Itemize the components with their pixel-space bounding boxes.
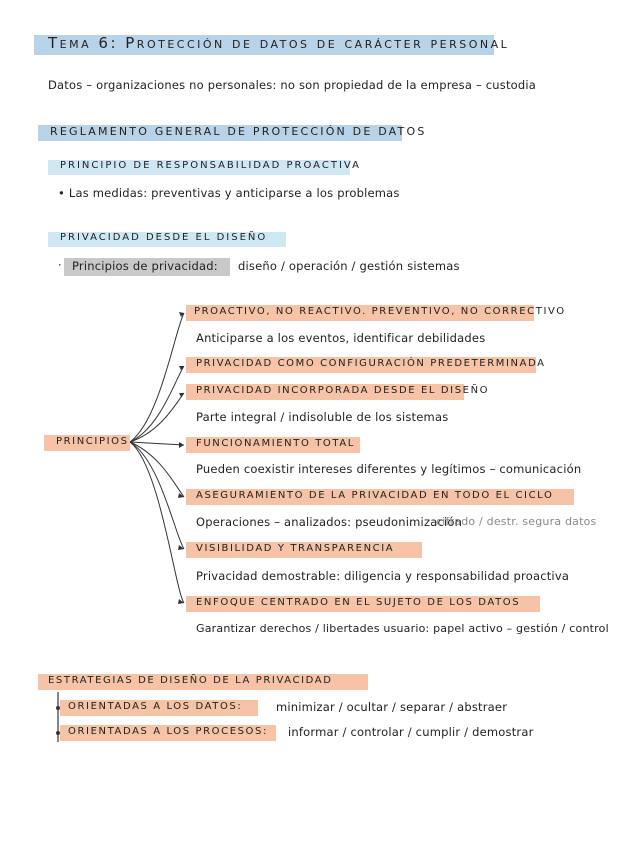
principle-6-heading: VISIBILIDAD Y TRANSPARENCIA [196,543,395,554]
principle-4-desc: Pueden coexistir intereses diferentes y legítimos – comunicación [196,462,582,476]
responsabilidad-bullet: • Las medidas: preventivas y anticiparse a los problemas [58,186,400,200]
estrategia-2-label: ORIENTADAS A LOS PROCESOS: [68,726,268,737]
principios-label: PRINCIPIOS [56,436,129,447]
intro-line: Datos – organizaciones no personales: no son propiedad de la empresa – custodia [48,78,537,92]
principle-5-desc: Operaciones – analizados: pseudonimización [196,515,463,529]
principle-2-heading: PRIVACIDAD COMO CONFIGURACIÓN PREDETERMINADA [196,358,546,369]
estrategias-bracket [50,690,70,750]
privacidad-bullet-label: Principios de privacidad: [72,259,218,273]
principle-3-desc: Parte integral / indisoluble de los sistemas [196,410,449,424]
estrategias-heading: ESTRATEGIAS DE DISEÑO DE LA PRIVACIDAD [48,675,333,686]
responsabilidad-heading: PRINCIPIO DE RESPONSABILIDAD PROACTIVA [60,160,361,171]
principle-6-desc: Privacidad demostrable: diligencia y responsabilidad proactiva [196,569,570,583]
principle-1-desc: Anticiparse a los eventos, identificar debilidades [196,331,486,345]
principle-7-heading: ENFOQUE CENTRADO EN EL SUJETO DE LOS DATOS [196,597,521,608]
principle-1-heading: PROACTIVO, NO REACTIVO. PREVENTIVO, NO CORRECTIVO [194,306,566,317]
estrategia-1-text: minimizar / ocultar / separar / abstraer [276,700,508,714]
principle-3-heading: PRIVACIDAD INCORPORADA DESDE EL DISEÑO [196,385,490,396]
privacidad-bullet-dot: · [58,258,62,272]
rgpd-heading: REGLAMENTO GENERAL DE PROTECCIÓN DE DATOS [50,125,427,138]
principle-5-heading: ASEGURAMIENTO DE LA PRIVACIDAD EN TODO EL CICLO [196,490,554,501]
privacidad-bullet-text: diseño / operación / gestión sistemas [238,259,460,273]
principle-7-desc: Garantizar derechos / libertades usuario: papel activo – gestión / control [196,622,609,635]
principle-5-desc-grey: cifrado / destr. segura datos [436,515,597,528]
privacidad-heading: PRIVACIDAD DESDE EL DISEÑO [60,232,268,243]
page-title: Tema 6: Protección de datos de carácter personal [48,34,510,52]
principle-4-heading: FUNCIONAMIENTO TOTAL [196,438,355,449]
estrategia-2-text: informar / controlar / cumplir / demostrar [288,725,534,739]
estrategia-1-label: ORIENTADAS A LOS DATOS: [68,701,243,712]
